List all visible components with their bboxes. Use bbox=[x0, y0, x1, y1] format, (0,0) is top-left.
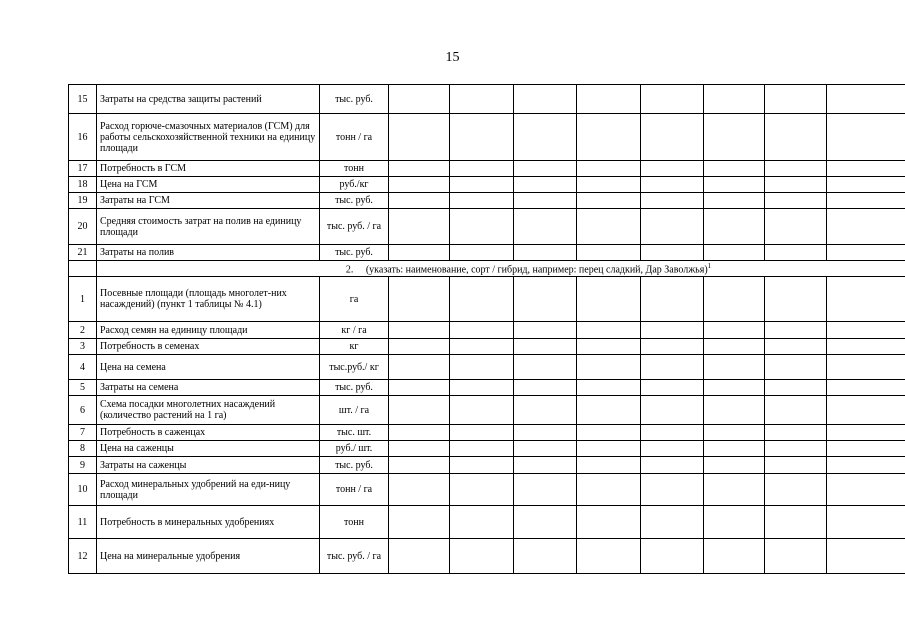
empty-cell[interactable] bbox=[514, 355, 577, 380]
empty-cell[interactable] bbox=[765, 85, 827, 114]
empty-cell[interactable] bbox=[641, 322, 704, 339]
row-number: 20 bbox=[69, 209, 97, 245]
empty-cell[interactable] bbox=[389, 193, 450, 209]
empty-cell[interactable] bbox=[577, 441, 641, 457]
empty-cell[interactable] bbox=[450, 177, 514, 193]
empty-cell[interactable] bbox=[641, 457, 704, 474]
empty-cell[interactable] bbox=[827, 425, 905, 441]
row-number: 7 bbox=[69, 425, 97, 441]
row-unit: тыс. руб. bbox=[320, 245, 389, 261]
empty-cell[interactable] bbox=[450, 396, 514, 425]
empty-cell[interactable] bbox=[514, 114, 577, 161]
empty-cell[interactable] bbox=[514, 322, 577, 339]
empty-cell[interactable] bbox=[389, 457, 450, 474]
empty-cell[interactable] bbox=[765, 441, 827, 457]
page-number: 15 bbox=[445, 50, 460, 65]
empty-cell[interactable] bbox=[577, 245, 641, 261]
empty-cell[interactable] bbox=[450, 539, 514, 574]
empty-cell[interactable] bbox=[450, 209, 514, 245]
row-indicator: Затраты на саженцы bbox=[97, 457, 320, 474]
empty-cell[interactable] bbox=[641, 474, 704, 506]
empty-cell[interactable] bbox=[765, 457, 827, 474]
table-row bbox=[69, 339, 905, 355]
empty-cell[interactable] bbox=[641, 277, 704, 322]
empty-cell[interactable] bbox=[450, 114, 514, 161]
table-row bbox=[69, 474, 905, 506]
row-number: 15 bbox=[69, 85, 97, 114]
row-unit: тыс. руб. bbox=[320, 193, 389, 209]
empty-cell[interactable] bbox=[450, 339, 514, 355]
empty-cell[interactable] bbox=[577, 506, 641, 539]
empty-cell[interactable] bbox=[641, 539, 704, 574]
empty-cell[interactable] bbox=[765, 339, 827, 355]
empty-cell[interactable] bbox=[765, 539, 827, 574]
empty-cell[interactable] bbox=[765, 380, 827, 396]
empty-cell[interactable] bbox=[577, 355, 641, 380]
empty-cell[interactable] bbox=[577, 177, 641, 193]
table-row bbox=[69, 322, 905, 339]
row-indicator: Затраты на семена bbox=[97, 380, 320, 396]
empty-cell[interactable] bbox=[389, 161, 450, 177]
row-number: 9 bbox=[69, 457, 97, 474]
table-row bbox=[69, 161, 905, 177]
row-number: 5 bbox=[69, 380, 97, 396]
empty-cell[interactable] bbox=[450, 277, 514, 322]
row-indicator: Цена на саженцы bbox=[97, 441, 320, 457]
empty-cell[interactable] bbox=[704, 85, 765, 114]
empty-cell[interactable] bbox=[704, 161, 765, 177]
empty-cell[interactable] bbox=[641, 339, 704, 355]
empty-cell[interactable] bbox=[577, 277, 641, 322]
section-heading bbox=[97, 261, 905, 277]
empty-cell[interactable] bbox=[514, 396, 577, 425]
row-indicator: Расход семян на единицу площади bbox=[97, 322, 320, 339]
empty-cell[interactable] bbox=[389, 322, 450, 339]
row-unit: тыс. руб. / га bbox=[320, 539, 389, 574]
empty-cell[interactable] bbox=[704, 177, 765, 193]
footnote-mark: 1 bbox=[707, 262, 712, 271]
row-number: 1 bbox=[69, 277, 97, 322]
row-indicator: Расход минеральных удобрений на еди-ницу площади bbox=[97, 474, 320, 506]
row-unit: тыс.руб./ кг bbox=[320, 355, 389, 380]
table-row bbox=[69, 457, 905, 474]
row-number: 17 bbox=[69, 161, 97, 177]
table-row bbox=[69, 85, 905, 114]
empty-cell[interactable] bbox=[450, 474, 514, 506]
empty-cell[interactable] bbox=[389, 85, 450, 114]
empty-cell[interactable] bbox=[514, 177, 577, 193]
empty-cell[interactable] bbox=[704, 209, 765, 245]
empty-cell[interactable] bbox=[704, 441, 765, 457]
empty-cell[interactable] bbox=[577, 322, 641, 339]
empty-cell[interactable] bbox=[765, 277, 827, 322]
table-row bbox=[69, 441, 905, 457]
row-indicator: Потребность в минеральных удобрениях bbox=[97, 506, 320, 539]
empty-cell[interactable] bbox=[514, 245, 577, 261]
table-row bbox=[69, 177, 905, 193]
row-unit: руб./кг bbox=[320, 177, 389, 193]
empty-cell[interactable] bbox=[641, 85, 704, 114]
empty-cell[interactable] bbox=[827, 161, 905, 177]
empty-cell[interactable] bbox=[577, 161, 641, 177]
row-indicator: Затраты на полив bbox=[97, 245, 320, 261]
empty-cell[interactable] bbox=[641, 114, 704, 161]
empty-cell[interactable] bbox=[641, 441, 704, 457]
empty-cell[interactable] bbox=[514, 474, 577, 506]
empty-cell[interactable] bbox=[827, 457, 905, 474]
empty-cell[interactable] bbox=[765, 209, 827, 245]
empty-cell[interactable] bbox=[827, 114, 905, 161]
row-number: 16 bbox=[69, 114, 97, 161]
section-index: 2. bbox=[345, 264, 354, 276]
empty-cell[interactable] bbox=[704, 355, 765, 380]
table-row bbox=[69, 245, 905, 261]
empty-cell[interactable] bbox=[765, 322, 827, 339]
empty-cell[interactable] bbox=[450, 193, 514, 209]
empty-cell[interactable] bbox=[765, 425, 827, 441]
empty-cell[interactable] bbox=[450, 322, 514, 339]
empty-cell[interactable] bbox=[577, 474, 641, 506]
empty-cell[interactable] bbox=[641, 380, 704, 396]
empty-cell[interactable] bbox=[704, 193, 765, 209]
row-unit: кг bbox=[320, 339, 389, 355]
empty-cell[interactable] bbox=[765, 177, 827, 193]
empty-cell[interactable] bbox=[389, 177, 450, 193]
row-indicator: Затраты на ГСМ bbox=[97, 193, 320, 209]
empty-cell[interactable] bbox=[704, 380, 765, 396]
row-number: 12 bbox=[69, 539, 97, 574]
empty-cell[interactable] bbox=[389, 380, 450, 396]
empty-cell[interactable] bbox=[450, 506, 514, 539]
empty-cell[interactable] bbox=[577, 85, 641, 114]
empty-cell[interactable] bbox=[577, 209, 641, 245]
empty-cell[interactable] bbox=[704, 277, 765, 322]
empty-cell[interactable] bbox=[827, 322, 905, 339]
row-number: 18 bbox=[69, 177, 97, 193]
table-row bbox=[69, 396, 905, 425]
empty-cell[interactable] bbox=[514, 277, 577, 322]
empty-cell[interactable] bbox=[389, 396, 450, 425]
empty-cell[interactable] bbox=[641, 177, 704, 193]
empty-cell[interactable] bbox=[514, 539, 577, 574]
row-unit: тыс. руб. bbox=[320, 457, 389, 474]
section-row bbox=[69, 261, 905, 277]
row-indicator: Цена на минеральные удобрения bbox=[97, 539, 320, 574]
empty-cell[interactable] bbox=[389, 539, 450, 574]
row-indicator: Схема посадки многолетних насаждений (количество растений на 1 га) bbox=[97, 396, 320, 425]
empty-cell[interactable] bbox=[514, 193, 577, 209]
empty-cell[interactable] bbox=[450, 355, 514, 380]
table-row bbox=[69, 277, 905, 322]
empty-cell[interactable] bbox=[577, 114, 641, 161]
table-row bbox=[69, 193, 905, 209]
empty-cell[interactable] bbox=[577, 539, 641, 574]
section-number-cell bbox=[69, 261, 97, 277]
empty-cell[interactable] bbox=[827, 85, 905, 114]
empty-cell[interactable] bbox=[704, 245, 765, 261]
empty-cell[interactable] bbox=[577, 380, 641, 396]
empty-cell[interactable] bbox=[450, 161, 514, 177]
empty-cell[interactable] bbox=[389, 245, 450, 261]
empty-cell[interactable] bbox=[704, 457, 765, 474]
empty-cell[interactable] bbox=[704, 396, 765, 425]
empty-cell[interactable] bbox=[641, 161, 704, 177]
empty-cell[interactable] bbox=[450, 245, 514, 261]
empty-cell[interactable] bbox=[765, 193, 827, 209]
empty-cell[interactable] bbox=[514, 339, 577, 355]
empty-cell[interactable] bbox=[704, 474, 765, 506]
empty-cell[interactable] bbox=[389, 425, 450, 441]
row-unit: тонн / га bbox=[320, 474, 389, 506]
row-number: 19 bbox=[69, 193, 97, 209]
empty-cell[interactable] bbox=[389, 277, 450, 322]
empty-cell[interactable] bbox=[704, 506, 765, 539]
row-number: 8 bbox=[69, 441, 97, 457]
empty-cell[interactable] bbox=[641, 355, 704, 380]
row-indicator: Потребность в ГСМ bbox=[97, 161, 320, 177]
empty-cell[interactable] bbox=[514, 380, 577, 396]
empty-cell[interactable] bbox=[389, 339, 450, 355]
empty-cell[interactable] bbox=[704, 114, 765, 161]
empty-cell[interactable] bbox=[577, 425, 641, 441]
empty-cell[interactable] bbox=[765, 506, 827, 539]
empty-cell[interactable] bbox=[827, 209, 905, 245]
empty-cell[interactable] bbox=[704, 425, 765, 441]
empty-cell[interactable] bbox=[704, 539, 765, 574]
empty-cell[interactable] bbox=[514, 425, 577, 441]
empty-cell[interactable] bbox=[641, 425, 704, 441]
empty-cell[interactable] bbox=[641, 245, 704, 261]
row-unit: руб./ шт. bbox=[320, 441, 389, 457]
empty-cell[interactable] bbox=[450, 85, 514, 114]
table-row bbox=[69, 209, 905, 245]
empty-cell[interactable] bbox=[641, 396, 704, 425]
empty-cell[interactable] bbox=[827, 339, 905, 355]
cost-table bbox=[68, 84, 905, 574]
empty-cell[interactable] bbox=[641, 193, 704, 209]
empty-cell[interactable] bbox=[577, 339, 641, 355]
section-text: (указать: наименование, сорт / гибрид, например: перец сладкий, Дар Заволжья) bbox=[365, 264, 708, 276]
empty-cell[interactable] bbox=[450, 425, 514, 441]
row-indicator: Потребность в семенах bbox=[97, 339, 320, 355]
empty-cell[interactable] bbox=[514, 85, 577, 114]
table-row bbox=[69, 355, 905, 380]
row-unit: кг / га bbox=[320, 322, 389, 339]
empty-cell[interactable] bbox=[827, 245, 905, 261]
table-row bbox=[69, 380, 905, 396]
empty-cell[interactable] bbox=[514, 441, 577, 457]
row-indicator: Расход горюче-смазочных материалов (ГСМ) для работы сельскохозяйственной техники на единицу площади bbox=[97, 114, 320, 161]
empty-cell[interactable] bbox=[827, 396, 905, 425]
empty-cell[interactable] bbox=[450, 457, 514, 474]
row-unit: тонн / га bbox=[320, 114, 389, 161]
row-unit: тыс. руб. bbox=[320, 380, 389, 396]
row-number: 11 bbox=[69, 506, 97, 539]
empty-cell[interactable] bbox=[827, 277, 905, 322]
table-row bbox=[69, 539, 905, 574]
row-number: 10 bbox=[69, 474, 97, 506]
empty-cell[interactable] bbox=[765, 396, 827, 425]
empty-cell[interactable] bbox=[389, 355, 450, 380]
empty-cell[interactable] bbox=[514, 506, 577, 539]
row-unit: тонн bbox=[320, 161, 389, 177]
empty-cell[interactable] bbox=[765, 474, 827, 506]
empty-cell[interactable] bbox=[450, 380, 514, 396]
empty-cell[interactable] bbox=[514, 161, 577, 177]
table-row bbox=[69, 425, 905, 441]
empty-cell[interactable] bbox=[827, 506, 905, 539]
empty-cell[interactable] bbox=[827, 355, 905, 380]
row-unit: шт. / га bbox=[320, 396, 389, 425]
empty-cell[interactable] bbox=[450, 441, 514, 457]
empty-cell[interactable] bbox=[704, 322, 765, 339]
empty-cell[interactable] bbox=[827, 474, 905, 506]
row-indicator: Цена на семена bbox=[97, 355, 320, 380]
empty-cell[interactable] bbox=[765, 114, 827, 161]
row-indicator: Посевные площади (площадь многолет-них насаждений) (пункт 1 таблицы № 4.1) bbox=[97, 277, 320, 322]
empty-cell[interactable] bbox=[577, 193, 641, 209]
empty-cell[interactable] bbox=[641, 506, 704, 539]
row-number: 21 bbox=[69, 245, 97, 261]
empty-cell[interactable] bbox=[577, 396, 641, 425]
empty-cell[interactable] bbox=[765, 161, 827, 177]
row-number: 2 bbox=[69, 322, 97, 339]
row-unit: га bbox=[320, 277, 389, 322]
empty-cell[interactable] bbox=[389, 506, 450, 539]
empty-cell[interactable] bbox=[514, 209, 577, 245]
empty-cell[interactable] bbox=[827, 441, 905, 457]
empty-cell[interactable] bbox=[577, 457, 641, 474]
row-number: 3 bbox=[69, 339, 97, 355]
row-indicator: Потребность в саженцах bbox=[97, 425, 320, 441]
row-number: 4 bbox=[69, 355, 97, 380]
empty-cell[interactable] bbox=[389, 209, 450, 245]
row-unit: тыс. руб. bbox=[320, 85, 389, 114]
row-indicator: Затраты на средства защиты растений bbox=[97, 85, 320, 114]
empty-cell[interactable] bbox=[827, 380, 905, 396]
empty-cell[interactable] bbox=[641, 209, 704, 245]
empty-cell[interactable] bbox=[704, 339, 765, 355]
empty-cell[interactable] bbox=[827, 177, 905, 193]
row-unit: тонн bbox=[320, 506, 389, 539]
row-number: 6 bbox=[69, 396, 97, 425]
row-unit: тыс. руб. / га bbox=[320, 209, 389, 245]
empty-cell[interactable] bbox=[389, 441, 450, 457]
empty-cell[interactable] bbox=[389, 114, 450, 161]
empty-cell[interactable] bbox=[389, 474, 450, 506]
table-row bbox=[69, 114, 905, 161]
empty-cell[interactable] bbox=[765, 245, 827, 261]
empty-cell[interactable] bbox=[827, 193, 905, 209]
empty-cell[interactable] bbox=[514, 457, 577, 474]
empty-cell[interactable] bbox=[765, 355, 827, 380]
row-unit: тыс. шт. bbox=[320, 425, 389, 441]
empty-cell[interactable] bbox=[827, 539, 905, 574]
row-indicator: Цена на ГСМ bbox=[97, 177, 320, 193]
table-row bbox=[69, 506, 905, 539]
row-indicator: Средняя стоимость затрат на полив на единицу площади bbox=[97, 209, 320, 245]
